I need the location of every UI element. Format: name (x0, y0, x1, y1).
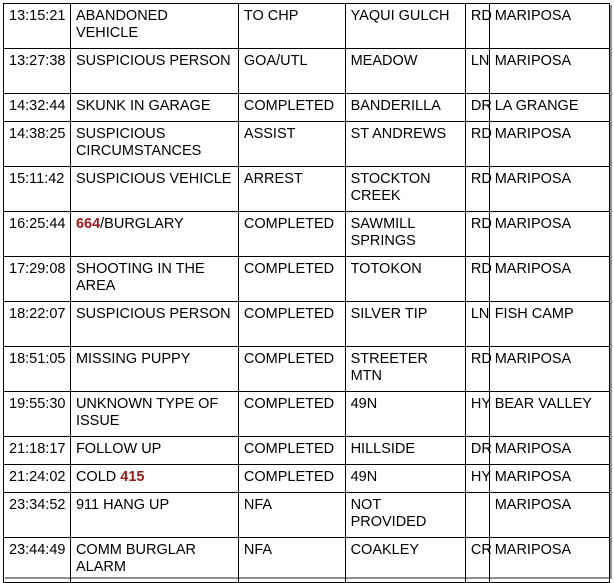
time-cell: 21:24:02 (4, 465, 71, 493)
suffix-cell: CR (465, 538, 489, 583)
penal-code: 664 (75, 216, 101, 232)
city-cell: MARIPOSA (489, 49, 609, 94)
suffix-cell: LN (465, 49, 489, 94)
suffix-cell: LN (465, 302, 489, 347)
time-cell: 14:32:44 (4, 94, 71, 122)
city-cell: MARIPOSA (489, 167, 609, 212)
table-row (4, 465, 610, 493)
city-cell: MARIPOSA (489, 4, 609, 49)
disposition-cell: GOA/UTL (238, 49, 345, 94)
city-cell: MARIPOSA (489, 257, 609, 302)
disposition-cell: ASSIST (238, 122, 345, 167)
event-cell: MISSING PUPPY (70, 347, 238, 392)
suffix-cell: RD (465, 212, 489, 257)
disposition-cell: COMPLETED (238, 302, 345, 347)
street-cell: HILLSIDE (345, 437, 465, 465)
suffix-cell: RD (465, 257, 489, 302)
city-cell: MARIPOSA (489, 212, 609, 257)
city-cell: MARIPOSA (489, 465, 609, 493)
table-row (4, 347, 610, 392)
suffix-cell: HY (465, 465, 489, 493)
table-row (4, 4, 610, 49)
event-cell: SUSPICIOUS PERSON (70, 49, 238, 94)
disposition-cell: COMPLETED (238, 437, 345, 465)
city-cell: FISH CAMP (489, 302, 609, 347)
street-cell: STREETER MTN (345, 347, 465, 392)
table-row (4, 302, 610, 347)
city-cell: LA GRANGE (489, 94, 609, 122)
time-cell: 14:38:25 (4, 122, 71, 167)
event-text: COLD (75, 469, 121, 485)
event-text: /BURGLARY (100, 216, 184, 232)
event-cell: 911 HANG UP (70, 493, 238, 538)
street-cell: SILVER TIP (345, 302, 465, 347)
event-cell (70, 212, 238, 257)
time-cell: 17:29:08 (4, 257, 71, 302)
time-cell: 13:27:38 (4, 49, 71, 94)
suffix-cell: DR (465, 437, 489, 465)
street-cell: TOTOKON (345, 257, 465, 302)
table-row (4, 392, 610, 437)
street-cell: SAWMILL SPRINGS (345, 212, 465, 257)
suffix-cell: RD (465, 122, 489, 167)
street-cell: MEADOW (345, 49, 465, 94)
disposition-cell: NFA (238, 538, 345, 583)
time-cell: 19:55:30 (4, 392, 71, 437)
table-row (4, 257, 610, 302)
suffix-cell: HY (465, 392, 489, 437)
event-cell (70, 465, 238, 493)
event-cell: UNKNOWN TYPE OF ISSUE (70, 392, 238, 437)
time-cell: 13:15:21 (4, 4, 71, 49)
table-row (4, 437, 610, 465)
disposition-cell: COMPLETED (238, 465, 345, 493)
disposition-cell: NFA (238, 493, 345, 538)
disposition-cell: COMPLETED (238, 392, 345, 437)
event-cell: ABANDONED VEHICLE (70, 4, 238, 49)
disposition-cell: COMPLETED (238, 347, 345, 392)
event-cell: SHOOTING IN THE AREA (70, 257, 238, 302)
event-cell: SUSPICIOUS PERSON (70, 302, 238, 347)
suffix-cell: RD (465, 347, 489, 392)
disposition-cell: COMPLETED (238, 257, 345, 302)
street-cell: STOCKTON CREEK (345, 167, 465, 212)
time-cell: 15:11:42 (4, 167, 71, 212)
table-shadow-right (610, 5, 612, 579)
event-cell: COMM BURGLAR ALARM (70, 538, 238, 583)
time-cell: 23:44:49 (4, 538, 71, 583)
time-cell: 23:34:52 (4, 493, 71, 538)
suffix-cell: RD (465, 4, 489, 49)
time-cell: 18:51:05 (4, 347, 71, 392)
disposition-cell: COMPLETED (238, 212, 345, 257)
disposition-cell: TO CHP (238, 4, 345, 49)
event-cell: SUSPICIOUS CIRCUMSTANCES (70, 122, 238, 167)
time-cell: 16:25:44 (4, 212, 71, 257)
city-cell: MARIPOSA (489, 493, 609, 538)
street-cell: YAQUI GULCH (345, 4, 465, 49)
city-cell: MARIPOSA (489, 122, 609, 167)
suffix-cell (465, 493, 489, 538)
city-cell: MARIPOSA (489, 437, 609, 465)
street-cell: 49N (345, 392, 465, 437)
street-cell: BANDERILLA (345, 94, 465, 122)
penal-code: 415 (120, 469, 145, 485)
street-cell: COAKLEY (345, 538, 465, 583)
city-cell: BEAR VALLEY (489, 392, 609, 437)
street-cell: NOT PROVIDED (345, 493, 465, 538)
time-cell: 18:22:07 (4, 302, 71, 347)
call-log-table (3, 3, 610, 583)
table-row (4, 49, 610, 94)
table-row (4, 122, 610, 167)
street-cell: 49N (345, 465, 465, 493)
event-cell: FOLLOW UP (70, 437, 238, 465)
disposition-cell: COMPLETED (238, 94, 345, 122)
table-row (4, 94, 610, 122)
street-cell: ST ANDREWS (345, 122, 465, 167)
table-row (4, 167, 610, 212)
table-row (4, 493, 610, 538)
table-row (4, 538, 610, 583)
suffix-cell: DR (465, 94, 489, 122)
event-cell: SUSPICIOUS VEHICLE (70, 167, 238, 212)
city-cell: MARIPOSA (489, 347, 609, 392)
city-cell: MARIPOSA (489, 538, 609, 583)
suffix-cell: RD (465, 167, 489, 212)
table-row (4, 212, 610, 257)
time-cell: 21:18:17 (4, 437, 71, 465)
disposition-cell: ARREST (238, 167, 345, 212)
event-cell: SKUNK IN GARAGE (70, 94, 238, 122)
